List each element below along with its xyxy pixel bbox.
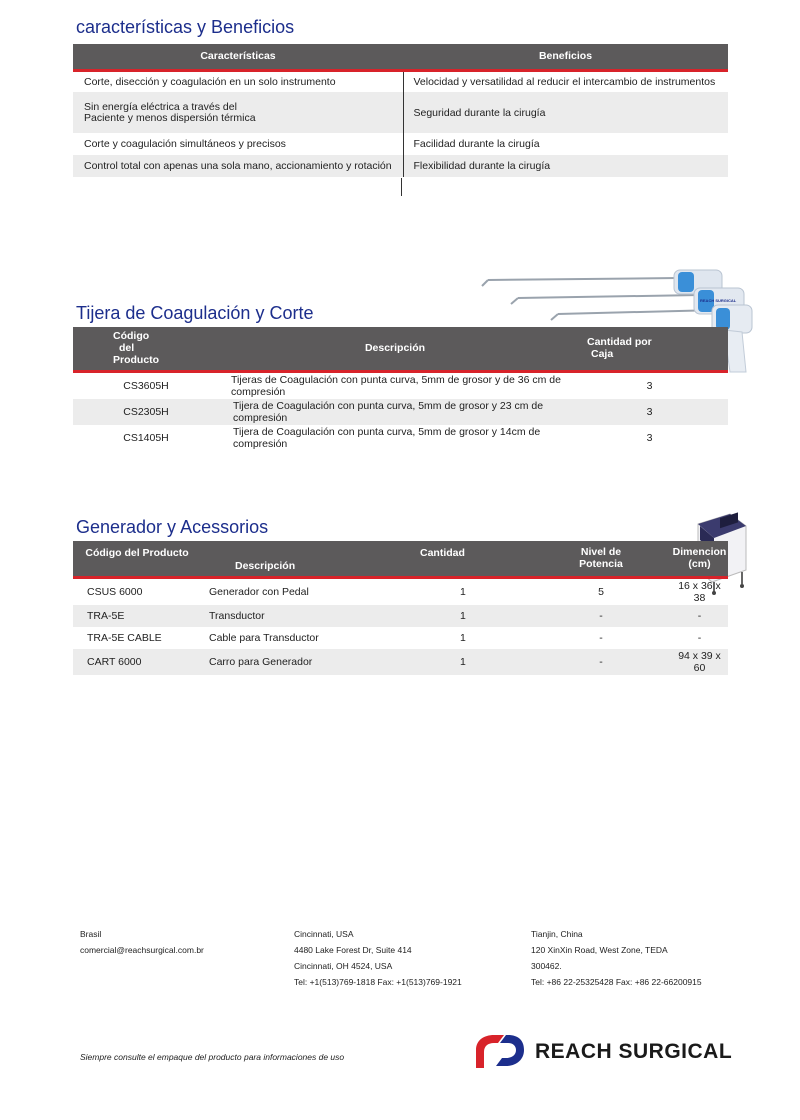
quantity-cell: 1 (416, 605, 531, 627)
dimension-cell: 16 x 36 x 38 (678, 579, 721, 604)
col-header-dimencion: Dimencion (cm) (671, 541, 728, 577)
generator-table (73, 541, 728, 675)
footer-usa-street: 4480 Lake Forest Dr, Suite 414 (294, 945, 412, 955)
product-code-cell: CS2305H (73, 399, 219, 425)
benefit-cell: Facilidad durante la cirugía (413, 138, 540, 150)
feature-cell: Control total con apenas una sola mano, accionamiento y rotación (73, 155, 403, 177)
table-row (73, 425, 728, 451)
footer-usa-state: Cincinnati, OH 4524, USA (294, 961, 393, 971)
product-code-cell: CS3605H (123, 379, 169, 392)
quantity-cell: 1 (416, 649, 531, 675)
feature-cell: Corte, disección y coagulación en un solo instrumento (73, 70, 403, 92)
footer-china-city: Tianjin, China (531, 929, 583, 939)
usage-note: Siempre consulte el empaque del producto para informaciones de uso (80, 1052, 345, 1062)
dimension-cell: 94 x 39 x 60 (671, 649, 728, 675)
quantity-cell: 1 (460, 631, 466, 644)
description-cell: Cable para Transductor (209, 631, 319, 644)
quantity-cell: 3 (646, 379, 653, 392)
power-level-cell: 5 (598, 585, 604, 598)
col-header-cantidad: Cantidad (416, 541, 531, 577)
description-cell: Generador con Pedal (209, 585, 309, 598)
table-row (73, 649, 728, 675)
col-header-descripcion: Descripción (201, 541, 416, 577)
col-header-beneficios: Beneficios (403, 44, 728, 70)
table-row (73, 92, 728, 133)
product-code-cell: CART 6000 (73, 649, 201, 675)
dimension-cell: - (697, 631, 702, 644)
footer-brasil-email[interactable]: comercial@reachsurgical.com.br (80, 945, 204, 955)
description-cell: Transductor (201, 605, 416, 627)
power-level-cell: - (531, 605, 671, 627)
reach-surgical-logo-icon (472, 1032, 528, 1070)
section-title-scissors: Tijera de Coagulación y Corte (76, 303, 314, 323)
table-row (73, 371, 728, 399)
product-code-cell: CSUS 6000 (87, 585, 143, 598)
table-row (73, 70, 728, 92)
quantity-cell: 3 (646, 431, 653, 444)
benefit-cell: Velocidad y versatilidad al reducir el intercambio de instrumentos (413, 75, 716, 88)
table-row (73, 399, 728, 425)
feature-cell: Corte y coagulación simultáneos y precisos (73, 133, 403, 155)
feature-cell (73, 92, 403, 133)
dimension-cell: - (671, 605, 728, 627)
col-header-codigo: Código del Producto (73, 541, 201, 577)
description-cell: Tijera de Coagulación con punta curva, 5mm de grosor y 14cm de compresión (233, 425, 541, 450)
benefit-cell: Flexibilidad durante la cirugía (403, 155, 728, 177)
footer-brasil (80, 926, 204, 958)
product-code-cell: TRA-5E CABLE (87, 631, 162, 644)
footer-china-phone: Tel: +86 22-25325428 Fax: +86 22-66200915 (531, 977, 702, 987)
footer-brasil-country: Brasil (80, 929, 102, 939)
col-header-cantidad: Cantidad por Caja (571, 327, 728, 371)
quantity-cell: 3 (571, 399, 728, 425)
col-header-descripcion: Descripción (219, 327, 571, 371)
table-header-row (73, 541, 728, 577)
section-title-generator: Generador y Acessorios (76, 517, 269, 537)
table-row (73, 133, 728, 155)
footer-usa-phone: Tel: +1(513)769-1818 Fax: +1(513)769-1921 (294, 977, 462, 987)
features-table (73, 44, 728, 177)
footer-china-street: 120 XinXin Road, West Zone, TEDA (531, 945, 668, 955)
footer-china-postcode: 300462. (531, 961, 562, 971)
footer-usa-city: Cincinnati, USA (294, 929, 354, 939)
section-title-features: características y Beneficios (76, 17, 295, 37)
feature-line-1: Sin energía eléctrica a través del (84, 100, 237, 113)
quantity-cell: 1 (460, 585, 466, 598)
description-cell: Tijeras de Coagulación con punta curva, 5mm de grosor y de 36 cm de compresión (231, 373, 561, 398)
power-level-cell: - (531, 649, 671, 675)
table-header-row (73, 44, 728, 70)
benefit-cell: Seguridad durante la cirugía (403, 92, 728, 133)
table-row (73, 605, 728, 627)
product-code-cell: TRA-5E (73, 605, 201, 627)
brand-name: REACH SURGICAL (535, 1040, 733, 1063)
col-header-codigo: Código del Producto (73, 327, 219, 371)
footer-usa (294, 926, 462, 990)
product-code-cell: CS1405H (123, 431, 169, 444)
power-level-cell: - (599, 631, 603, 644)
table-header-row (73, 327, 728, 371)
scissors-table (73, 327, 728, 451)
table-row (73, 577, 728, 605)
table-row (73, 155, 728, 177)
feature-line-2: Paciente y menos dispersión térmica (84, 111, 256, 124)
column-divider (401, 178, 402, 196)
table-row (73, 627, 728, 649)
instrument-label: REACH SURGICAL (700, 298, 737, 303)
description-cell: Tijera de Coagulación con punta curva, 5mm de grosor y 23 cm de compresión (219, 399, 571, 425)
col-header-nivel: Nivel de Potencia (531, 541, 671, 577)
description-cell: Carro para Generador (201, 649, 416, 675)
footer-china (531, 926, 702, 990)
col-header-caracteristicas: Características (73, 44, 403, 70)
